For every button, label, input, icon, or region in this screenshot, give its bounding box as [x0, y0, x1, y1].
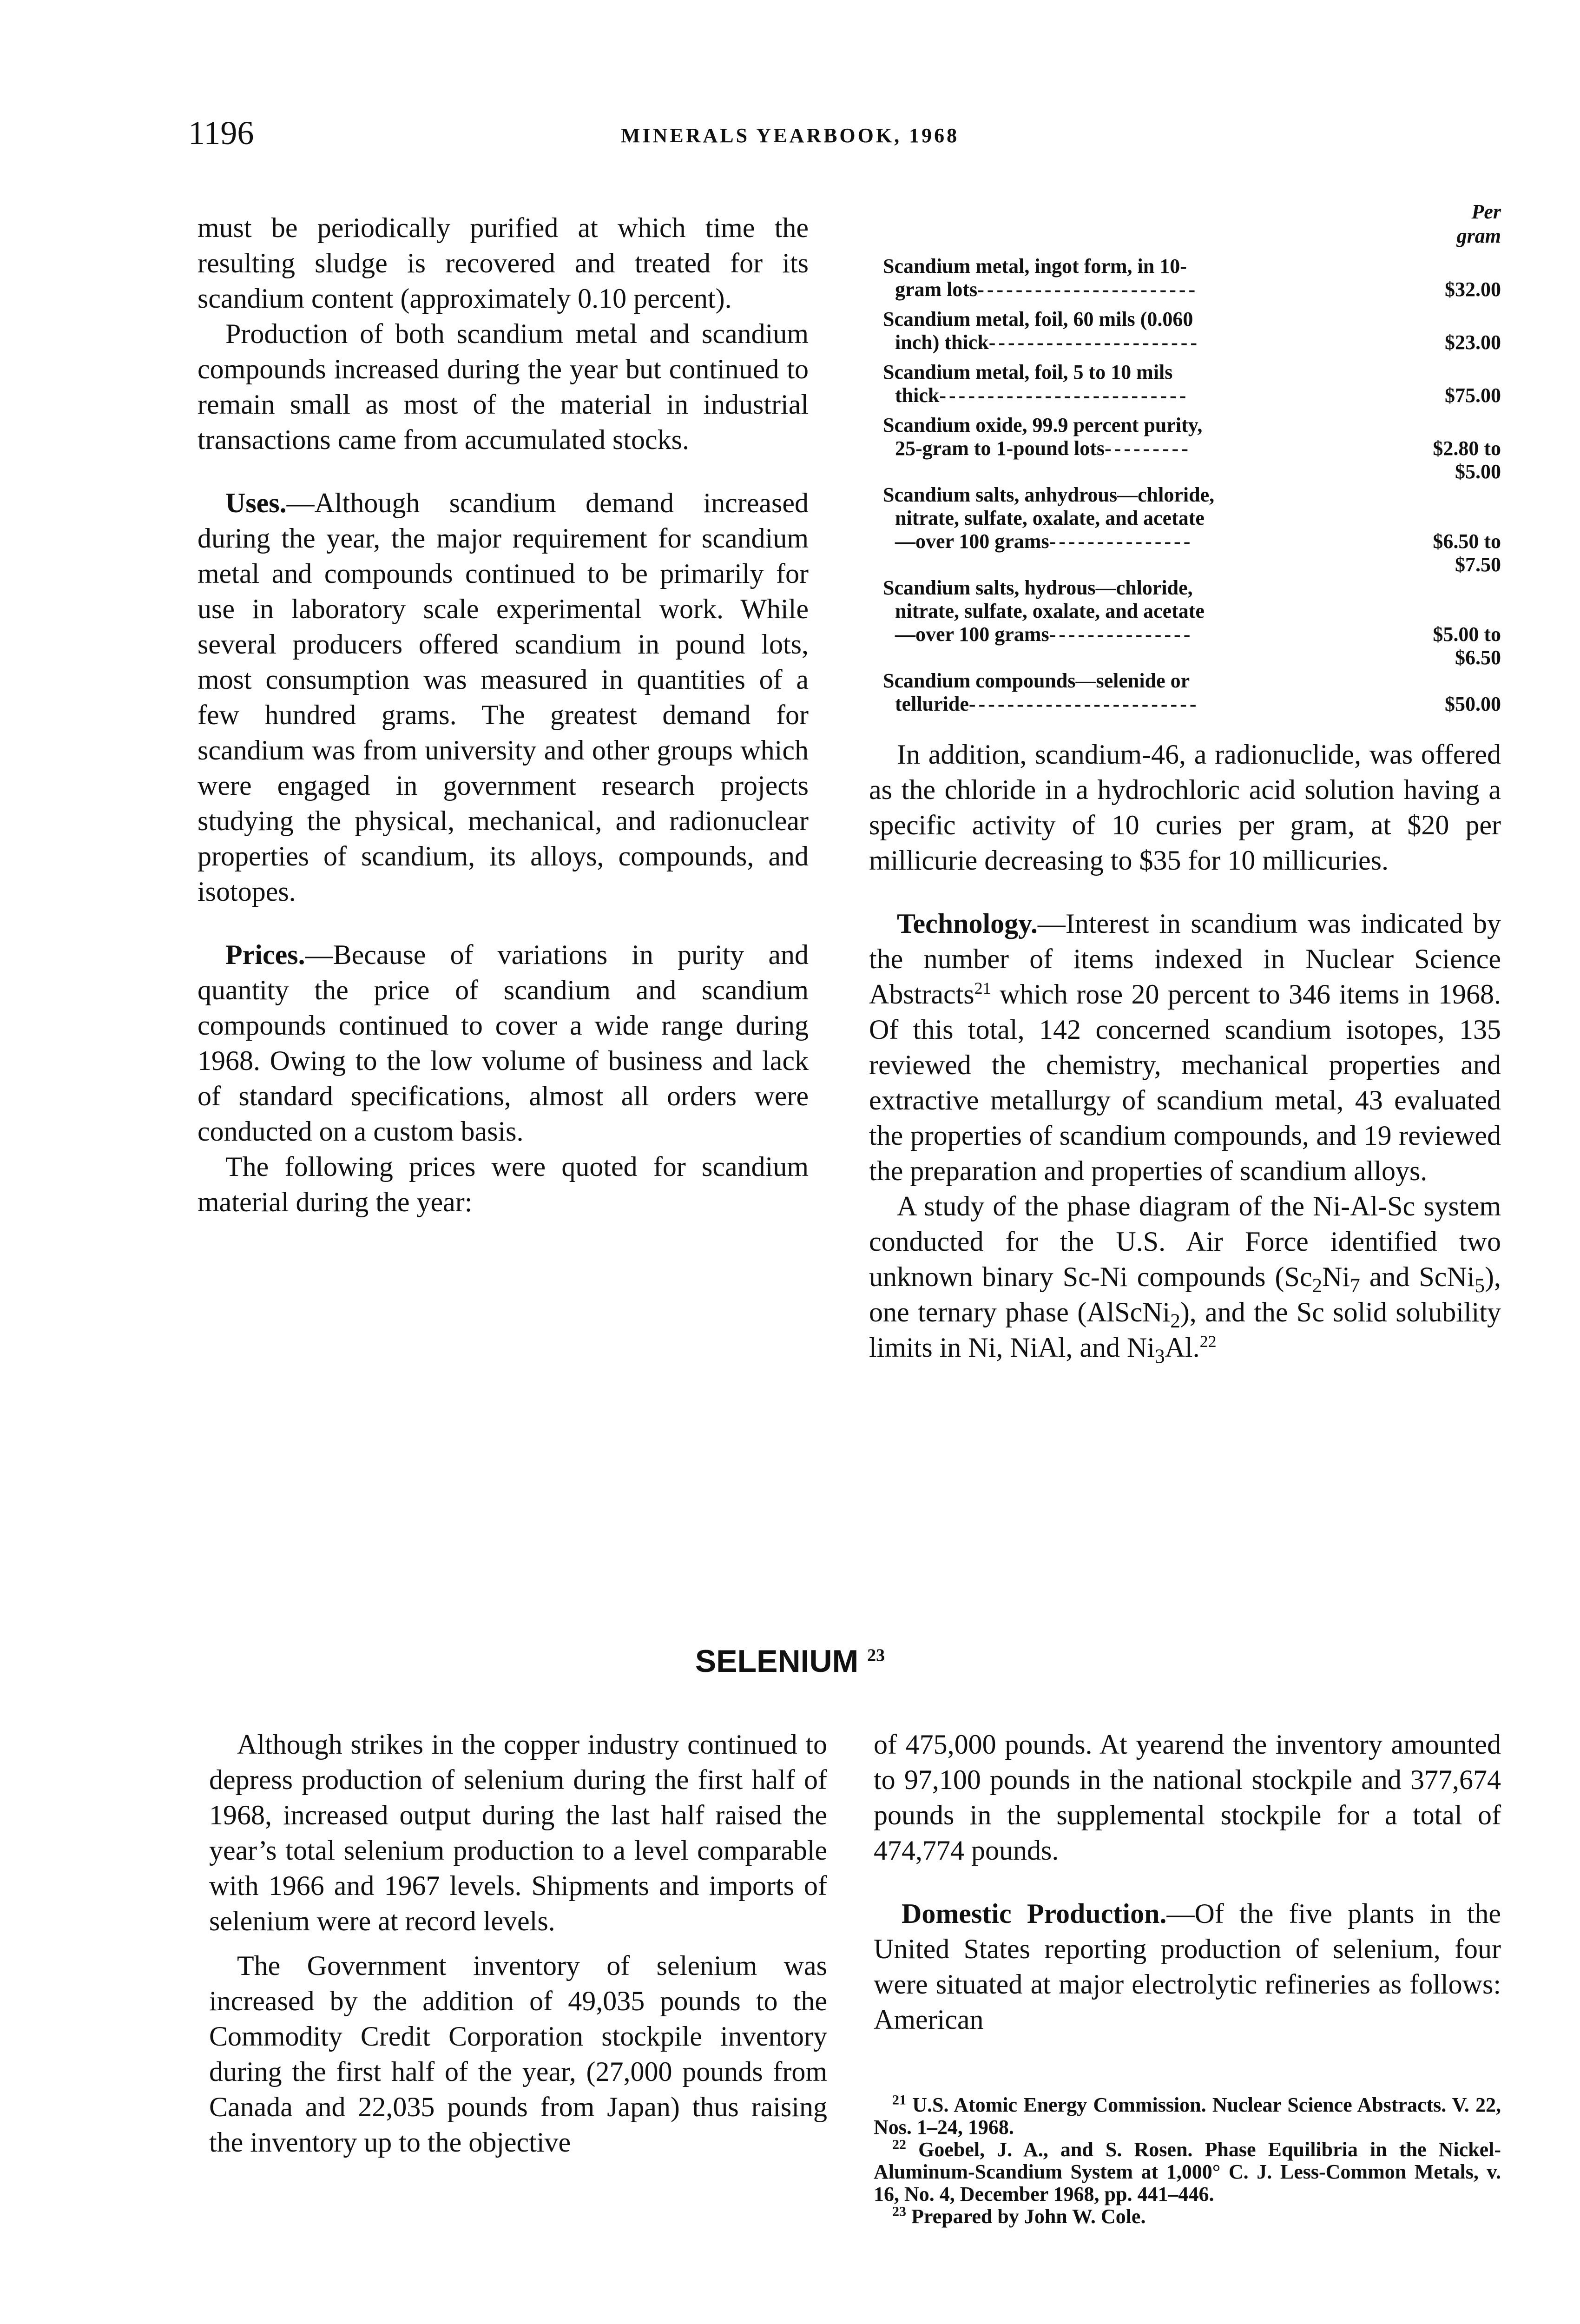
- subscript: 2: [1312, 1275, 1323, 1297]
- footnote-text: Goebel, J. A., and S. Rosen. Phase Equilibria in the Nickel-Aluminum-Scandium System at 1,000° C. J. Less-Common Metals, v. 16, No. 4, December 1968, pp. 441–446.: [874, 2138, 1501, 2205]
- phase-study-paragraph: [869, 1188, 1501, 1365]
- footnote: [874, 2139, 1501, 2205]
- prices-text: —Because of variations in purity and quantity the price of scandium and scandium compounds continued to cover a wide range during 1968. Owing to the low volume of business and lack of standard specifications, almost all orders were conducted on a custom basis.: [198, 939, 809, 1147]
- price-value-line: $7.50: [1455, 553, 1501, 576]
- price-row-line: Scandium metal, foil, 60 mils (0.060: [883, 308, 1193, 330]
- price-row-line: inch) thick: [895, 331, 989, 354]
- paragraph: must be periodically purified at which time the resulting sludge is recovered and treated for its scandium content (approximately 0.10 percent).: [198, 212, 809, 314]
- dot-leader: ---------: [1105, 437, 1191, 460]
- price-value-line: $2.80 to: [1433, 437, 1501, 460]
- price-row-line: Scandium metal, ingot form, in 10-: [883, 255, 1187, 277]
- running-head: MINERALS YEARBOOK, 1968: [620, 124, 960, 147]
- paragraph: Although strikes in the copper industry continued to depress production of selenium during the first half of 1968, increased output during the last half raised the year’s total selenium production to a level comparable with 1966 and 1967 levels. Shipments and imports of selenium were at record levels.: [209, 1729, 827, 1936]
- paragraph: In addition, scandium-46, a radionuclide, was offered as the chloride in a hydrochloric acid solution having a specific activity of 10 curies per gram, at $20 per millicurie decreasing to $35 for 10 millicuries.: [869, 739, 1501, 876]
- footnote: [874, 2094, 1501, 2139]
- footnote-text: Prepared by John W. Cole.: [911, 2205, 1146, 2228]
- dot-leader: ----------------------: [988, 331, 1200, 354]
- section-title: [0, 1645, 1580, 1677]
- dot-leader: ---------------: [1049, 623, 1193, 646]
- domestic-production-heading: Domestic Production.: [902, 1898, 1167, 1929]
- dot-leader: ---------------: [1049, 530, 1193, 553]
- price-row-line: Scandium metal, foil, 5 to 10 mils: [883, 361, 1173, 383]
- footnote-ref: 22: [1199, 1332, 1217, 1351]
- price-row-line: gram lots: [895, 278, 978, 301]
- price-value-line: $5.00: [1455, 460, 1501, 483]
- footnote-ref: 23: [867, 1645, 885, 1665]
- price-row: [883, 255, 1501, 301]
- unit-header-line: Per: [1471, 200, 1501, 223]
- footnotes: [874, 2094, 1501, 2228]
- price-row: [883, 576, 1501, 669]
- price-value-line: $6.50 to: [1433, 530, 1501, 553]
- dot-leader: ------------------------: [968, 693, 1199, 715]
- footnote-ref: 21: [974, 979, 991, 997]
- unit-header-line: gram: [1456, 224, 1501, 247]
- left-column-upper: [198, 210, 809, 1220]
- prices-paragraph: [198, 937, 809, 1149]
- subscript: 3: [1155, 1346, 1165, 1367]
- dot-leader: --------------------------: [939, 384, 1189, 407]
- price-value: $75.00: [1445, 384, 1501, 407]
- price-unit-header: [1427, 200, 1501, 248]
- price-value: $32.00: [1445, 278, 1501, 301]
- technology-text: which rose 20 percent to 346 items in 1968. Of this total, 142 concerned scandium isotopes, 135 reviewed the chemistry, mechanical properties and extractive metallurgy of scandium metal, 43 evaluated the properties of scandium compounds, and 19 reviewed the preparation and properties of scandium alloys.: [869, 979, 1501, 1186]
- price-row-line: —over 100 grams: [895, 530, 1049, 553]
- price-value: [1362, 437, 1501, 483]
- text-run: Ni: [1322, 1261, 1350, 1292]
- footnote-number: 23: [892, 2204, 906, 2219]
- price-table: [883, 200, 1501, 716]
- text-run: A study of the phase diagram of the Ni-Al-Sc system conducted for the U.S. Air Force identified two unknown binary Sc-Ni compounds (Sc: [869, 1191, 1501, 1292]
- text-run: and ScNi: [1360, 1261, 1475, 1292]
- section-title-text: SELENIUM: [695, 1644, 859, 1679]
- price-row-line: nitrate, sulfate, oxalate, and acetate: [895, 507, 1205, 529]
- domestic-production-text: —Of the five plants in the United States reporting production of selenium, four were situated at major electrolytic refineries as follows: American: [874, 1898, 1501, 2035]
- price-row: [883, 414, 1501, 483]
- dot-leader: -----------------------: [977, 278, 1198, 301]
- price-value: $50.00: [1445, 693, 1501, 715]
- uses-paragraph: [198, 485, 809, 909]
- price-value-line: $6.50: [1455, 646, 1501, 669]
- price-row-line: telluride: [895, 693, 969, 715]
- price-value: [1362, 623, 1501, 669]
- right-column-lower: [874, 1727, 1501, 2037]
- price-value: $23.00: [1445, 331, 1501, 354]
- price-row-line: Scandium compounds—selenide or: [883, 669, 1190, 692]
- technology-heading: Technology.: [897, 908, 1038, 939]
- paragraph: Production of both scandium metal and scandium compounds increased during the year but continued to remain small as most of the material in industrial transactions came from accumulated stocks.: [198, 318, 809, 455]
- text-run: Al.: [1165, 1332, 1200, 1363]
- right-column-upper: [869, 737, 1501, 1365]
- text-run: ), one ternary phase (AlScNi: [869, 1261, 1501, 1327]
- paragraph: of 475,000 pounds. At yearend the inventory amounted to 97,100 pounds in the national stockpile and 377,674 pounds in the supplemental stockpile for a total of 474,774 pounds.: [874, 1729, 1501, 1866]
- price-row-line: Scandium oxide, 99.9 percent purity,: [883, 414, 1203, 436]
- price-row-line: —over 100 grams: [895, 623, 1049, 646]
- price-row-line: Scandium salts, anhydrous—chloride,: [883, 483, 1215, 506]
- subscript: 7: [1350, 1275, 1360, 1297]
- uses-text: —Although scandium demand increased during the year, the major requirement for scandium metal and compounds continued to be primarily for use in laboratory scale experimental work. While several producers offered scandium in pound lots, most consumption was measured in quantities of a few hundred grams. The greatest demand for scandium was from university and other groups which were engaged in government research projects studying the physical, mechanical, and radionuclear properties of scandium, its alloys, compounds, and isotopes.: [198, 488, 809, 907]
- price-value-line: $5.00 to: [1433, 623, 1501, 646]
- footnote-number: 21: [892, 2092, 906, 2108]
- price-row-line: 25-gram to 1-pound lots: [895, 437, 1105, 460]
- footnote: [874, 2205, 1501, 2228]
- footnote-text: U.S. Atomic Energy Commission. Nuclear Science Abstracts. V. 22, Nos. 1–24, 1968.: [874, 2093, 1501, 2139]
- paragraph: The Government inventory of selenium was increased by the addition of 49,035 pounds to the Commodity Credit Corporation stockpile inventory during the first half of the year, (27,000 pounds from Canada and 22,035 pounds from Japan) thus raising the inventory up to the objective: [209, 1950, 827, 2158]
- footnote-number: 22: [892, 2137, 906, 2152]
- price-row-line: nitrate, sulfate, oxalate, and acetate: [895, 600, 1205, 622]
- price-row: [883, 669, 1501, 716]
- price-row-line: thick: [895, 384, 940, 407]
- prices-heading: Prices.: [225, 939, 305, 970]
- price-row: [883, 483, 1501, 576]
- subscript: 5: [1475, 1275, 1485, 1297]
- technology-text: —Interest in scandium was indicated by the number of items indexed in Nuclear Science Abstracts: [869, 908, 1501, 1010]
- price-row: [883, 361, 1501, 407]
- price-row: [883, 308, 1501, 354]
- text-run: ), and the Sc solid solubility limits in Ni, NiAl, and Ni: [869, 1297, 1501, 1363]
- technology-paragraph: [869, 906, 1501, 1188]
- left-column-lower: [209, 1727, 827, 2160]
- price-value: [1362, 530, 1501, 576]
- price-row-line: Scandium salts, hydrous—chloride,: [883, 576, 1193, 599]
- paragraph: The following prices were quoted for scandium material during the year:: [198, 1151, 809, 1217]
- uses-heading: Uses.: [225, 488, 287, 518]
- page-number: 1196: [188, 114, 254, 152]
- subscript: 2: [1170, 1310, 1180, 1332]
- domestic-production-paragraph: [874, 1896, 1501, 2037]
